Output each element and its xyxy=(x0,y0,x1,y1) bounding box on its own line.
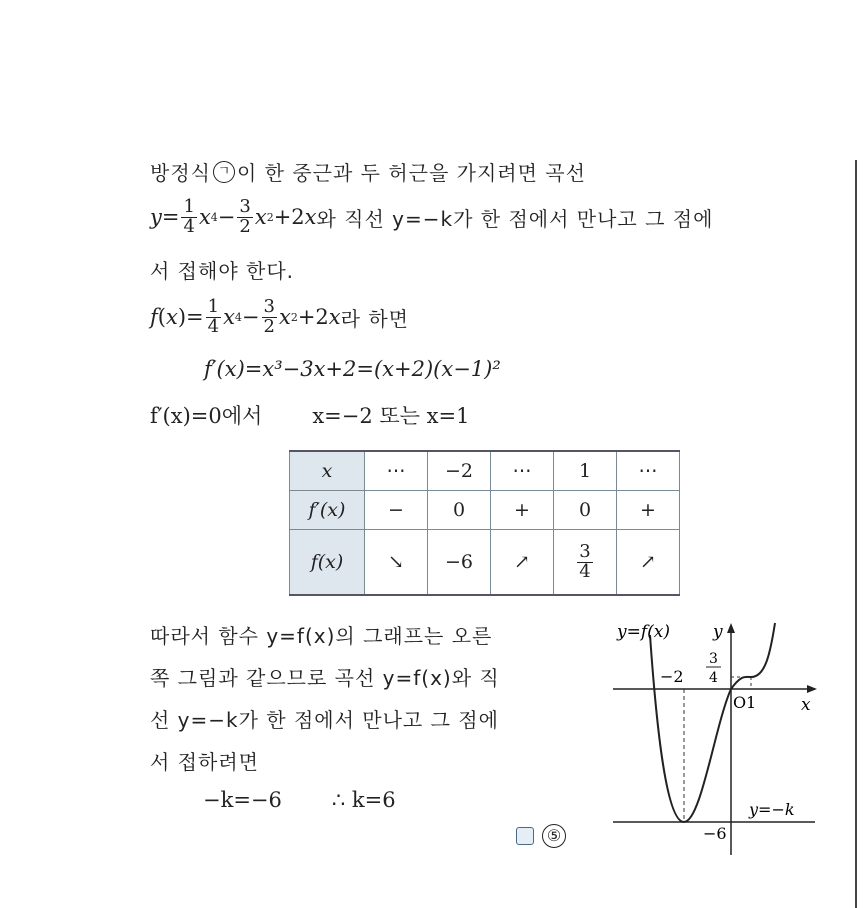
label-minus6: −6 xyxy=(703,824,727,843)
table-row xyxy=(290,451,680,491)
para-text-2: 쪽 그림과 같으므로 곡선 y=f(x)와 직 xyxy=(150,666,500,690)
table-cell: + xyxy=(617,491,680,530)
text-line-6 xyxy=(150,400,469,430)
label-line: y=−k xyxy=(749,800,795,819)
derivative-zero: f′(x)=0에서 xyxy=(150,404,263,428)
para-line-3 xyxy=(150,704,499,733)
label-x: x xyxy=(801,695,811,715)
roots: x=−2 또는 x=1 xyxy=(312,404,470,428)
result-k: ∴ k=6 xyxy=(331,788,396,812)
table-cell: − xyxy=(365,491,428,530)
para-text-1: 따라서 함수 y=f(x)의 그래프는 오른 xyxy=(150,624,493,648)
label-origin: O xyxy=(733,693,747,712)
para-text-4: 서 접하려면 xyxy=(150,750,259,774)
equation-k: −k=−6 xyxy=(203,788,282,812)
line4-text: 라 하면 xyxy=(340,306,409,331)
label-frac-den: 4 xyxy=(709,670,718,686)
table-cell: −2 xyxy=(428,451,491,491)
y-axis-arrow-icon xyxy=(727,623,735,633)
table-cell: ↗ xyxy=(491,530,554,596)
para-text-3: 선 y=−k가 한 점에서 만나고 그 점에 xyxy=(150,708,499,732)
label-y: y xyxy=(713,622,723,642)
para-line-1 xyxy=(150,620,492,649)
text-line-1: 방정식 ㄱ 이 한 중근과 두 허근을 가지려면 곡선 xyxy=(150,161,586,185)
label-minus2: −2 xyxy=(660,667,684,686)
derivative-formula: f′(x)=x³−3x+2=(x+2)(x−1)² xyxy=(204,357,501,381)
table-cell: f(x) xyxy=(290,530,365,596)
table-cell: −6 xyxy=(428,530,491,596)
table-cell: f′(x) xyxy=(290,491,365,530)
label-one: 1 xyxy=(746,693,757,712)
label-curve: y=f(x) xyxy=(617,622,670,642)
line3-text: 서 접해야 한다. xyxy=(150,259,294,283)
increase-decrease-table xyxy=(289,450,680,596)
table-row xyxy=(290,530,680,596)
table-cell: 1 xyxy=(554,451,617,491)
function-graph xyxy=(605,615,820,860)
table-cell: ↘ xyxy=(365,530,428,596)
x-axis-arrow-icon xyxy=(807,685,817,693)
table-cell: + xyxy=(491,491,554,530)
line2-text: 와 직선 y=−k가 한 점에서 만나고 그 점에 xyxy=(316,206,714,231)
table-row xyxy=(290,491,680,530)
table-cell: ⋯ xyxy=(491,451,554,491)
table-cell: $\frac{3}{4}$ xyxy=(554,530,617,596)
circled-label-icon: ㄱ xyxy=(213,161,235,183)
para-line-4 xyxy=(150,746,259,775)
table-cell: 0 xyxy=(428,491,491,530)
table-cell: 0 xyxy=(554,491,617,530)
text-line-5 xyxy=(204,357,501,381)
text-line-2: y = $\frac{1}{4}$ x 4 − $\frac{3}{2}$ x 2 +2 x 와 직선 y=−k가 한 점에서 만나고 그 점에 xyxy=(150,196,714,237)
text-line-3 xyxy=(150,255,294,284)
answer-number: ⑤ xyxy=(542,824,566,848)
para-line-5 xyxy=(203,788,396,812)
table-cell: ⋯ xyxy=(617,451,680,491)
table-cell: ↗ xyxy=(617,530,680,596)
text-line-4: f ( x )= $\frac{1}{4}$ x 4 − $\frac{3}{2}$ x 2 +2 x 라 하면 xyxy=(150,296,409,337)
answer xyxy=(516,824,566,848)
table-cell: ⋯ xyxy=(365,451,428,491)
page-edge-bar xyxy=(855,160,857,908)
para-line-2 xyxy=(150,662,500,691)
answer-mark-icon xyxy=(516,827,534,845)
table-cell: x xyxy=(290,451,365,491)
label-frac-num: 3 xyxy=(709,651,718,667)
